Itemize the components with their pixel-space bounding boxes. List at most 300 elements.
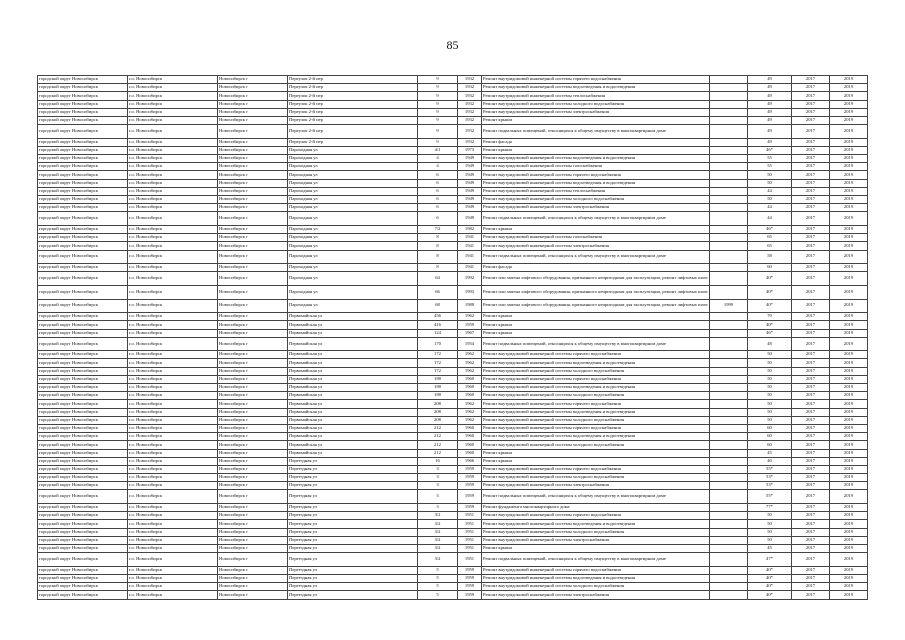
locality-cell: г.о. Новосибирск — [128, 424, 218, 432]
house-number-cell: 456 — [418, 313, 458, 321]
house-number-cell: 9 — [418, 100, 458, 108]
locality-cell: г.о. Новосибирск — [128, 351, 218, 359]
locality-cell: г.о. Новосибирск — [128, 520, 218, 528]
work-type-cell: Ремонт внутридомовой инженерной системы горячего водоснабжения — [482, 566, 710, 574]
locality-cell: г.о. Новосибирск — [128, 512, 218, 520]
build-year-cell: 1959 — [458, 490, 482, 504]
end-year-cell: 2019 — [830, 465, 868, 473]
extra-year-cell — [710, 375, 748, 383]
table-row — [38, 392, 868, 400]
end-year-cell: 2019 — [830, 187, 868, 195]
street-cell: Первомайская ул — [288, 337, 418, 351]
house-number-cell: 212 — [418, 441, 458, 449]
start-year-cell: 2017 — [792, 171, 830, 179]
build-year-cell: 1962 — [458, 416, 482, 424]
cost-cell: 49 — [748, 125, 792, 139]
house-number-cell: 416 — [418, 321, 458, 329]
build-year-cell: 1960 — [458, 441, 482, 449]
extra-year-cell — [710, 100, 748, 108]
extra-year-cell — [710, 125, 748, 139]
build-year-cell: 1949 — [458, 187, 482, 195]
cost-cell: 40* — [748, 299, 792, 313]
build-year-cell: 1992 — [458, 272, 482, 286]
city-cell: Новосибирск г — [218, 92, 288, 100]
work-type-cell: Ремонт внутридомовой инженерной системы холодного водоснабжения — [482, 100, 710, 108]
end-year-cell: 2019 — [830, 553, 868, 567]
house-number-cell: 172 — [418, 351, 458, 359]
municipality-cell: городской округ Новосибирск — [38, 536, 128, 544]
street-cell: Переездная ул — [288, 566, 418, 574]
cost-cell: 49 — [748, 84, 792, 92]
table-row — [38, 490, 868, 504]
locality-cell: г.о. Новосибирск — [128, 196, 218, 204]
city-cell: Новосибирск г — [218, 138, 288, 146]
table-row — [38, 351, 868, 359]
start-year-cell: 2017 — [792, 408, 830, 416]
extra-year-cell — [710, 212, 748, 226]
end-year-cell: 2019 — [830, 196, 868, 204]
table-row — [38, 285, 868, 299]
work-type-cell: Ремонт внутридомовой инженерной системы горячего водоснабжения — [482, 465, 710, 473]
city-cell: Новосибирск г — [218, 359, 288, 367]
build-year-cell: 1941 — [458, 264, 482, 272]
extra-year-cell — [710, 416, 748, 424]
start-year-cell: 2017 — [792, 520, 830, 528]
table-row — [38, 250, 868, 264]
start-year-cell: 2017 — [792, 545, 830, 553]
house-number-cell: 6 — [418, 212, 458, 226]
street-cell: Пароходная ул — [288, 272, 418, 286]
locality-cell: г.о. Новосибирск — [128, 384, 218, 392]
municipality-cell: городской округ Новосибирск — [38, 574, 128, 582]
cost-cell: 50 — [748, 392, 792, 400]
locality-cell: г.о. Новосибирск — [128, 204, 218, 212]
build-year-cell: 1993 — [458, 285, 482, 299]
house-number-cell: 64 — [418, 272, 458, 286]
cost-cell: 77* — [748, 504, 792, 512]
table-row — [38, 299, 868, 313]
end-year-cell: 2019 — [830, 384, 868, 392]
start-year-cell: 2017 — [792, 138, 830, 146]
build-year-cell: 1951 — [458, 528, 482, 536]
house-number-cell: 3 — [418, 504, 458, 512]
cost-cell: 50 — [748, 359, 792, 367]
street-cell: Переездная ул — [288, 591, 418, 599]
house-number-cell: 3 — [418, 482, 458, 490]
locality-cell: г.о. Новосибирск — [128, 187, 218, 195]
start-year-cell: 2017 — [792, 337, 830, 351]
table-row — [38, 474, 868, 482]
extra-year-cell — [710, 424, 748, 432]
street-cell: Первомайская ул — [288, 384, 418, 392]
city-cell: Новосибирск г — [218, 482, 288, 490]
locality-cell: г.о. Новосибирск — [128, 138, 218, 146]
street-cell: Пароходная ул — [288, 234, 418, 242]
start-year-cell: 2017 — [792, 146, 830, 154]
city-cell: Новосибирск г — [218, 196, 288, 204]
house-number-cell: 208 — [418, 416, 458, 424]
cost-cell: 50 — [748, 171, 792, 179]
extra-year-cell — [710, 583, 748, 591]
end-year-cell: 2019 — [830, 408, 868, 416]
house-number-cell: 124 — [418, 329, 458, 337]
extra-year-cell — [710, 465, 748, 473]
work-type-cell: Ремонт внутридомовой инженерной системы электроснабжения — [482, 204, 710, 212]
table-row — [38, 204, 868, 212]
start-year-cell: 2017 — [792, 375, 830, 383]
cost-cell: 50 — [748, 520, 792, 528]
work-type-cell: Ремонт крыши — [482, 545, 710, 553]
city-cell: Новосибирск г — [218, 171, 288, 179]
street-cell: Первомайская ул — [288, 313, 418, 321]
house-number-cell: 212 — [418, 424, 458, 432]
extra-year-cell — [710, 138, 748, 146]
street-cell: Переездная ул — [288, 528, 418, 536]
municipality-cell: городской округ Новосибирск — [38, 375, 128, 383]
build-year-cell: 1949 — [458, 196, 482, 204]
municipality-cell: городской округ Новосибирск — [38, 171, 128, 179]
cost-cell: 50 — [748, 179, 792, 187]
work-type-cell: Ремонт внутридомовой инженерной системы водоотведения и водоотведения — [482, 155, 710, 163]
start-year-cell: 2017 — [792, 441, 830, 449]
end-year-cell: 2019 — [830, 204, 868, 212]
build-year-cell: 1967 — [458, 329, 482, 337]
work-type-cell: Ремонт внутридомовой инженерной системы холодного водоснабжения — [482, 528, 710, 536]
street-cell: Переулок 2-й пер — [288, 76, 418, 84]
cost-cell: 53* — [748, 482, 792, 490]
cost-cell: 40* — [748, 566, 792, 574]
locality-cell: г.о. Новосибирск — [128, 574, 218, 582]
city-cell: Новосибирск г — [218, 329, 288, 337]
municipality-cell: городской округ Новосибирск — [38, 424, 128, 432]
locality-cell: г.о. Новосибирск — [128, 583, 218, 591]
table-row — [38, 179, 868, 187]
street-cell: Переездная ул — [288, 545, 418, 553]
street-cell: Первомайская ул — [288, 449, 418, 457]
house-number-cell: 4 — [418, 163, 458, 171]
table-row — [38, 504, 868, 512]
house-number-cell: 7/2 — [418, 226, 458, 234]
house-number-cell: 6 — [418, 171, 458, 179]
table-row — [38, 329, 868, 337]
city-cell: Новосибирск г — [218, 163, 288, 171]
work-type-cell: Ремонт внутридомовой инженерной системы холодного водоснабжения — [482, 392, 710, 400]
house-number-cell: 5 — [418, 583, 458, 591]
end-year-cell: 2019 — [830, 367, 868, 375]
extra-year-cell — [710, 351, 748, 359]
build-year-cell: 1988 — [458, 299, 482, 313]
city-cell: Новосибирск г — [218, 250, 288, 264]
street-cell: Пароходная ул — [288, 264, 418, 272]
street-cell: Первомайская ул — [288, 329, 418, 337]
locality-cell: г.о. Новосибирск — [128, 100, 218, 108]
table-row — [38, 375, 868, 383]
cost-cell: 60 — [748, 433, 792, 441]
build-year-cell: 1951 — [458, 536, 482, 544]
house-number-cell: 9 — [418, 76, 458, 84]
city-cell: Новосибирск г — [218, 299, 288, 313]
work-type-cell: Ремонт внутридомовой инженерной системы водоотведения и водоотведения — [482, 520, 710, 528]
street-cell: Переездная ул — [288, 553, 418, 567]
city-cell: Новосибирск г — [218, 242, 288, 250]
cost-cell: 49 — [748, 116, 792, 124]
end-year-cell: 2019 — [830, 457, 868, 465]
build-year-cell: 1932 — [458, 138, 482, 146]
end-year-cell: 2019 — [830, 84, 868, 92]
build-year-cell: 1949 — [458, 163, 482, 171]
municipality-cell: городской округ Новосибирск — [38, 359, 128, 367]
table-row — [38, 520, 868, 528]
table-row — [38, 264, 868, 272]
extra-year-cell — [710, 250, 748, 264]
build-year-cell: 1951 — [458, 553, 482, 567]
build-year-cell: 1962 — [458, 359, 482, 367]
municipality-cell: городской округ Новосибирск — [38, 400, 128, 408]
city-cell: Новосибирск г — [218, 536, 288, 544]
table-row — [38, 116, 868, 124]
end-year-cell: 2019 — [830, 125, 868, 139]
work-type-cell: Ремонт внутридомовой инженерной системы водоотведения и водоотведения — [482, 433, 710, 441]
build-year-cell: 1932 — [458, 108, 482, 116]
municipality-cell: городской округ Новосибирск — [38, 285, 128, 299]
end-year-cell: 2019 — [830, 449, 868, 457]
build-year-cell: 1951 — [458, 545, 482, 553]
locality-cell: г.о. Новосибирск — [128, 528, 218, 536]
work-type-cell: Ремонт внутридомовой инженерной системы газоснабжения — [482, 234, 710, 242]
build-year-cell: 1973 — [458, 146, 482, 154]
end-year-cell: 2019 — [830, 313, 868, 321]
extra-year-cell — [710, 591, 748, 599]
locality-cell: г.о. Новосибирск — [128, 313, 218, 321]
end-year-cell: 2019 — [830, 574, 868, 582]
start-year-cell: 2017 — [792, 553, 830, 567]
end-year-cell: 2019 — [830, 242, 868, 250]
table-row — [38, 449, 868, 457]
start-year-cell: 2017 — [792, 329, 830, 337]
extra-year-cell — [710, 242, 748, 250]
cost-cell: 50 — [748, 400, 792, 408]
work-type-cell: Ремонт или замена лифтового оборудования, признанного непригодным для эксплуатации, ремонт лифтовых шахт — [482, 272, 710, 286]
table-row — [38, 482, 868, 490]
start-year-cell: 2017 — [792, 384, 830, 392]
house-number-cell: 16 — [418, 457, 458, 465]
table-row — [38, 566, 868, 574]
city-cell: Новосибирск г — [218, 424, 288, 432]
extra-year-cell — [710, 321, 748, 329]
start-year-cell: 2017 — [792, 583, 830, 591]
municipality-cell: городской округ Новосибирск — [38, 520, 128, 528]
end-year-cell: 2019 — [830, 92, 868, 100]
extra-year-cell — [710, 146, 748, 154]
extra-year-cell — [710, 204, 748, 212]
build-year-cell: 1960 — [458, 375, 482, 383]
extra-year-cell — [710, 512, 748, 520]
city-cell: Новосибирск г — [218, 457, 288, 465]
cost-cell: 47* — [748, 553, 792, 567]
municipality-cell: городской округ Новосибирск — [38, 416, 128, 424]
cost-cell: 50 — [748, 351, 792, 359]
end-year-cell: 2019 — [830, 351, 868, 359]
city-cell: Новосибирск г — [218, 375, 288, 383]
locality-cell: г.о. Новосибирск — [128, 566, 218, 574]
house-number-cell: 8 — [418, 234, 458, 242]
house-number-cell: 3 — [418, 490, 458, 504]
start-year-cell: 2017 — [792, 424, 830, 432]
house-number-cell: 8 — [418, 250, 458, 264]
street-cell: Переездная ул — [288, 474, 418, 482]
municipality-cell: городской округ Новосибирск — [38, 433, 128, 441]
end-year-cell: 2019 — [830, 392, 868, 400]
city-cell: Новосибирск г — [218, 272, 288, 286]
table-row — [38, 234, 868, 242]
end-year-cell: 2019 — [830, 424, 868, 432]
municipality-cell: городской округ Новосибирск — [38, 337, 128, 351]
house-number-cell: 3/2 — [418, 545, 458, 553]
end-year-cell: 2019 — [830, 234, 868, 242]
municipality-cell: городской округ Новосибирск — [38, 100, 128, 108]
city-cell: Новосибирск г — [218, 474, 288, 482]
cost-cell: 55 — [748, 155, 792, 163]
locality-cell: г.о. Новосибирск — [128, 536, 218, 544]
build-year-cell: 1932 — [458, 100, 482, 108]
work-type-cell: Ремонт внутридомовой инженерной системы газоснабжения — [482, 163, 710, 171]
end-year-cell: 2019 — [830, 375, 868, 383]
start-year-cell: 2017 — [792, 299, 830, 313]
end-year-cell: 2019 — [830, 536, 868, 544]
house-number-cell: 212 — [418, 449, 458, 457]
start-year-cell: 2017 — [792, 482, 830, 490]
cost-cell: 65 — [748, 234, 792, 242]
cost-cell: 50 — [748, 416, 792, 424]
work-type-cell: Ремонт внутридомовой инженерной системы водоотведения и водоотведения — [482, 384, 710, 392]
municipality-cell: городской округ Новосибирск — [38, 242, 128, 250]
work-type-cell: Ремонт внутридомовой инженерной системы горячего водоснабжения — [482, 171, 710, 179]
work-type-cell: Ремонт внутридомовой инженерной системы холодного водоснабжения — [482, 416, 710, 424]
registry-table — [37, 75, 868, 600]
cost-cell: 40* — [748, 591, 792, 599]
extra-year-cell — [710, 179, 748, 187]
start-year-cell: 2017 — [792, 512, 830, 520]
locality-cell: г.о. Новосибирск — [128, 155, 218, 163]
locality-cell: г.о. Новосибирск — [128, 490, 218, 504]
work-type-cell: Ремонт крыши — [482, 329, 710, 337]
city-cell: Новосибирск г — [218, 226, 288, 234]
house-number-cell: 172 — [418, 367, 458, 375]
locality-cell: г.о. Новосибирск — [128, 375, 218, 383]
municipality-cell: городской округ Новосибирск — [38, 490, 128, 504]
extra-year-cell — [710, 545, 748, 553]
cost-cell: 50 — [748, 196, 792, 204]
table-row — [38, 416, 868, 424]
cost-cell: 48 — [748, 337, 792, 351]
work-type-cell: Ремонт внутридомовой инженерной системы холодного водоснабжения — [482, 583, 710, 591]
extra-year-cell — [710, 367, 748, 375]
table-row — [38, 400, 868, 408]
city-cell: Новосибирск г — [218, 76, 288, 84]
end-year-cell: 2019 — [830, 329, 868, 337]
work-type-cell: Ремонт внутридомовой инженерной системы водоотведения и водоотведения — [482, 408, 710, 416]
table-row — [38, 163, 868, 171]
work-type-cell: Ремонт фасада — [482, 138, 710, 146]
end-year-cell: 2019 — [830, 272, 868, 286]
house-number-cell: 3 — [418, 474, 458, 482]
extra-year-cell — [710, 520, 748, 528]
municipality-cell: городской округ Новосибирск — [38, 76, 128, 84]
extra-year-cell — [710, 359, 748, 367]
table-row — [38, 512, 868, 520]
house-number-cell: 188 — [418, 392, 458, 400]
street-cell: Переездная ул — [288, 504, 418, 512]
table-row — [38, 138, 868, 146]
municipality-cell: городской округ Новосибирск — [38, 512, 128, 520]
street-cell: Переулок 2-й пер — [288, 92, 418, 100]
build-year-cell: 1941 — [458, 250, 482, 264]
municipality-cell: городской округ Новосибирск — [38, 591, 128, 599]
cost-cell: 40* — [748, 583, 792, 591]
start-year-cell: 2017 — [792, 574, 830, 582]
municipality-cell: городской округ Новосибирск — [38, 482, 128, 490]
cost-cell: 40* — [748, 574, 792, 582]
street-cell: Пароходная ул — [288, 155, 418, 163]
municipality-cell: городской округ Новосибирск — [38, 108, 128, 116]
locality-cell: г.о. Новосибирск — [128, 553, 218, 567]
build-year-cell: 1962 — [458, 367, 482, 375]
cost-cell: 50 — [748, 375, 792, 383]
house-number-cell: 6 — [418, 204, 458, 212]
locality-cell: г.о. Новосибирск — [128, 234, 218, 242]
start-year-cell: 2017 — [792, 179, 830, 187]
street-cell: Переулок 2-й пер — [288, 125, 418, 139]
street-cell: Пароходная ул — [288, 163, 418, 171]
city-cell: Новосибирск г — [218, 465, 288, 473]
start-year-cell: 2017 — [792, 108, 830, 116]
work-type-cell: Ремонт внутридомовой инженерной системы холодного водоснабжения — [482, 367, 710, 375]
end-year-cell: 2019 — [830, 100, 868, 108]
end-year-cell: 2019 — [830, 337, 868, 351]
city-cell: Новосибирск г — [218, 187, 288, 195]
table-row — [38, 583, 868, 591]
city-cell: Новосибирск г — [218, 367, 288, 375]
locality-cell: г.о. Новосибирск — [128, 337, 218, 351]
cost-cell: 50 — [748, 367, 792, 375]
city-cell: Новосибирск г — [218, 408, 288, 416]
start-year-cell: 2017 — [792, 187, 830, 195]
end-year-cell: 2019 — [830, 583, 868, 591]
table-row — [38, 242, 868, 250]
municipality-cell: городской округ Новосибирск — [38, 504, 128, 512]
locality-cell: г.о. Новосибирск — [128, 242, 218, 250]
house-number-cell: 3/2 — [418, 553, 458, 567]
table-row — [38, 146, 868, 154]
street-cell: Пароходная ул — [288, 299, 418, 313]
extra-year-cell — [710, 528, 748, 536]
street-cell: Переулок 2-й пер — [288, 100, 418, 108]
house-number-cell: 9 — [418, 138, 458, 146]
city-cell: Новосибирск г — [218, 351, 288, 359]
city-cell: Новосибирск г — [218, 400, 288, 408]
street-cell: Переездная ул — [288, 512, 418, 520]
end-year-cell: 2019 — [830, 116, 868, 124]
table-row — [38, 408, 868, 416]
cost-cell: 46* — [748, 329, 792, 337]
build-year-cell: 1959 — [458, 574, 482, 582]
build-year-cell: 1960 — [458, 449, 482, 457]
house-number-cell: 3 — [418, 465, 458, 473]
start-year-cell: 2017 — [792, 528, 830, 536]
cost-cell: 53* — [748, 474, 792, 482]
city-cell: Новосибирск г — [218, 574, 288, 582]
work-type-cell: Ремонт внутридомовой инженерной системы холодного водоснабжения — [482, 441, 710, 449]
